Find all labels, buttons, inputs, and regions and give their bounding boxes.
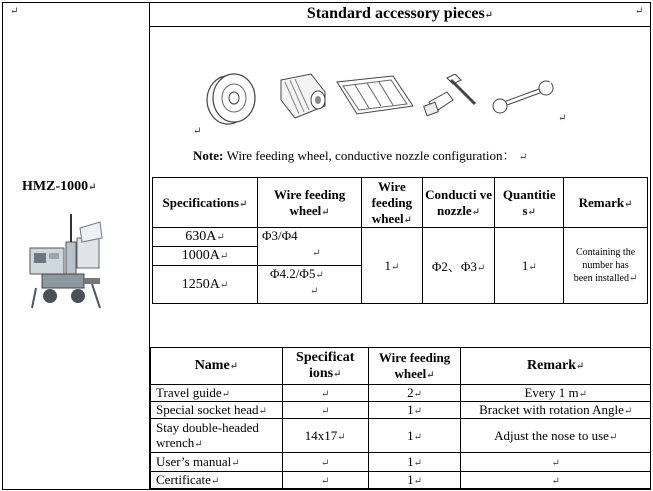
spec-table — [152, 177, 648, 304]
model-name: HMZ-1000 — [22, 179, 89, 194]
items-cell-spec: ↵ — [282, 385, 368, 402]
note-mark: ↵ — [518, 152, 528, 163]
items-cell-spec: ↵ — [282, 472, 368, 489]
corner-mark-right: ↵ — [635, 6, 644, 17]
note-text: Wire feeding wheel, conductive nozzle configuration： — [226, 148, 516, 163]
spec-cell-630a: 630A↵ — [153, 228, 258, 247]
spec-header-wheel-qty: Wire feeding wheel↵ — [362, 178, 423, 228]
spec-cell-1250a: 1250A↵ — [153, 266, 258, 304]
model-mark: ↵ — [88, 182, 97, 193]
items-cell-qty: 2↵ — [368, 385, 461, 402]
spec-cell-quantity: 1↵ — [495, 228, 564, 304]
spec-header-nozzle: Conducti ve nozzle↵ — [422, 178, 495, 228]
frame-top — [2, 2, 651, 3]
conductive-nozzle-icon — [275, 70, 331, 122]
title-mark: ↵ — [484, 10, 494, 21]
title-divider — [149, 26, 651, 27]
items-cell-name: Certificate↵ — [151, 472, 283, 489]
items-cell-qty: 1↵ — [368, 402, 461, 419]
items-row-wrench — [151, 419, 651, 453]
welding-tractor-image — [22, 208, 110, 316]
items-cell-qty: 1↵ — [368, 419, 461, 453]
items-header-row — [151, 348, 651, 385]
items-cell-qty: 1↵ — [368, 472, 461, 489]
wire-feeding-wheel-icon — [202, 68, 262, 128]
model-label — [22, 179, 97, 195]
items-header-specifications: Specificat ions↵ — [282, 348, 368, 385]
socket-wrench-icon — [421, 74, 483, 122]
spec-header-wheel: Wire feeding wheel↵ — [258, 178, 362, 228]
frame-bottom — [2, 489, 651, 490]
frame-left — [2, 2, 3, 490]
items-cell-remark: ↵ — [461, 472, 651, 489]
items-row-manual — [151, 453, 651, 472]
double-headed-wrench-icon — [490, 80, 556, 114]
items-cell-spec: ↵ — [282, 402, 368, 419]
items-cell-spec: ↵ — [282, 453, 368, 472]
items-cell-spec: 14x17↵ — [282, 419, 368, 453]
spec-cell-wheel-small: Φ3/Φ4 ↵ — [258, 228, 362, 266]
spec-cell-remark: Containing the number has been installed↵ — [564, 228, 648, 304]
spec-cell-wheel-qty: 1↵ — [362, 228, 423, 304]
corner-mark: ↵ — [10, 6, 19, 17]
spec-header-row — [153, 178, 648, 228]
items-cell-remark: Bracket with rotation Angle↵ — [461, 402, 651, 419]
travel-guide-icon — [333, 74, 417, 118]
items-header-name: Name↵ — [151, 348, 283, 385]
spec-cell-nozzle: Φ2、Φ3↵ — [422, 228, 495, 304]
items-cell-name: Stay double-headed wrench↵ — [151, 419, 283, 453]
section-title-text: Standard accessory pieces — [306, 5, 485, 22]
spec-header-quantities: Quantitie s↵ — [495, 178, 564, 228]
image-paragraph-mark-right: ↵ — [558, 113, 567, 124]
note-line — [193, 145, 527, 164]
spec-row-630a — [153, 228, 648, 247]
spec-header-specifications: Specifications↵ — [153, 178, 258, 228]
items-cell-name: Special socket head↵ — [151, 402, 283, 419]
spec-cell-1000a: 1000A↵ — [153, 247, 258, 266]
spec-cell-wheel-large: Φ4.2/Φ5↵ ↵ — [258, 266, 362, 304]
items-table — [150, 347, 651, 489]
image-paragraph-mark: ↵ — [193, 126, 202, 137]
items-row-socket-head — [151, 402, 651, 419]
section-title — [149, 5, 651, 23]
items-row-travel-guide — [151, 385, 651, 402]
note-label: Note: — [193, 148, 224, 163]
spec-header-remark: Remark↵ — [564, 178, 648, 228]
items-cell-qty: 1↵ — [368, 453, 461, 472]
items-header-remark: Remark↵ — [461, 348, 651, 385]
items-cell-name: User’s manual↵ — [151, 453, 283, 472]
items-cell-remark: Every 1 m↵ — [461, 385, 651, 402]
items-cell-remark: Adjust the nose to use↵ — [461, 419, 651, 453]
items-cell-remark: ↵ — [461, 453, 651, 472]
items-cell-name: Travel guide↵ — [151, 385, 283, 402]
items-header-wheel: Wire feeding wheel↵ — [368, 348, 461, 385]
items-row-certificate — [151, 472, 651, 489]
